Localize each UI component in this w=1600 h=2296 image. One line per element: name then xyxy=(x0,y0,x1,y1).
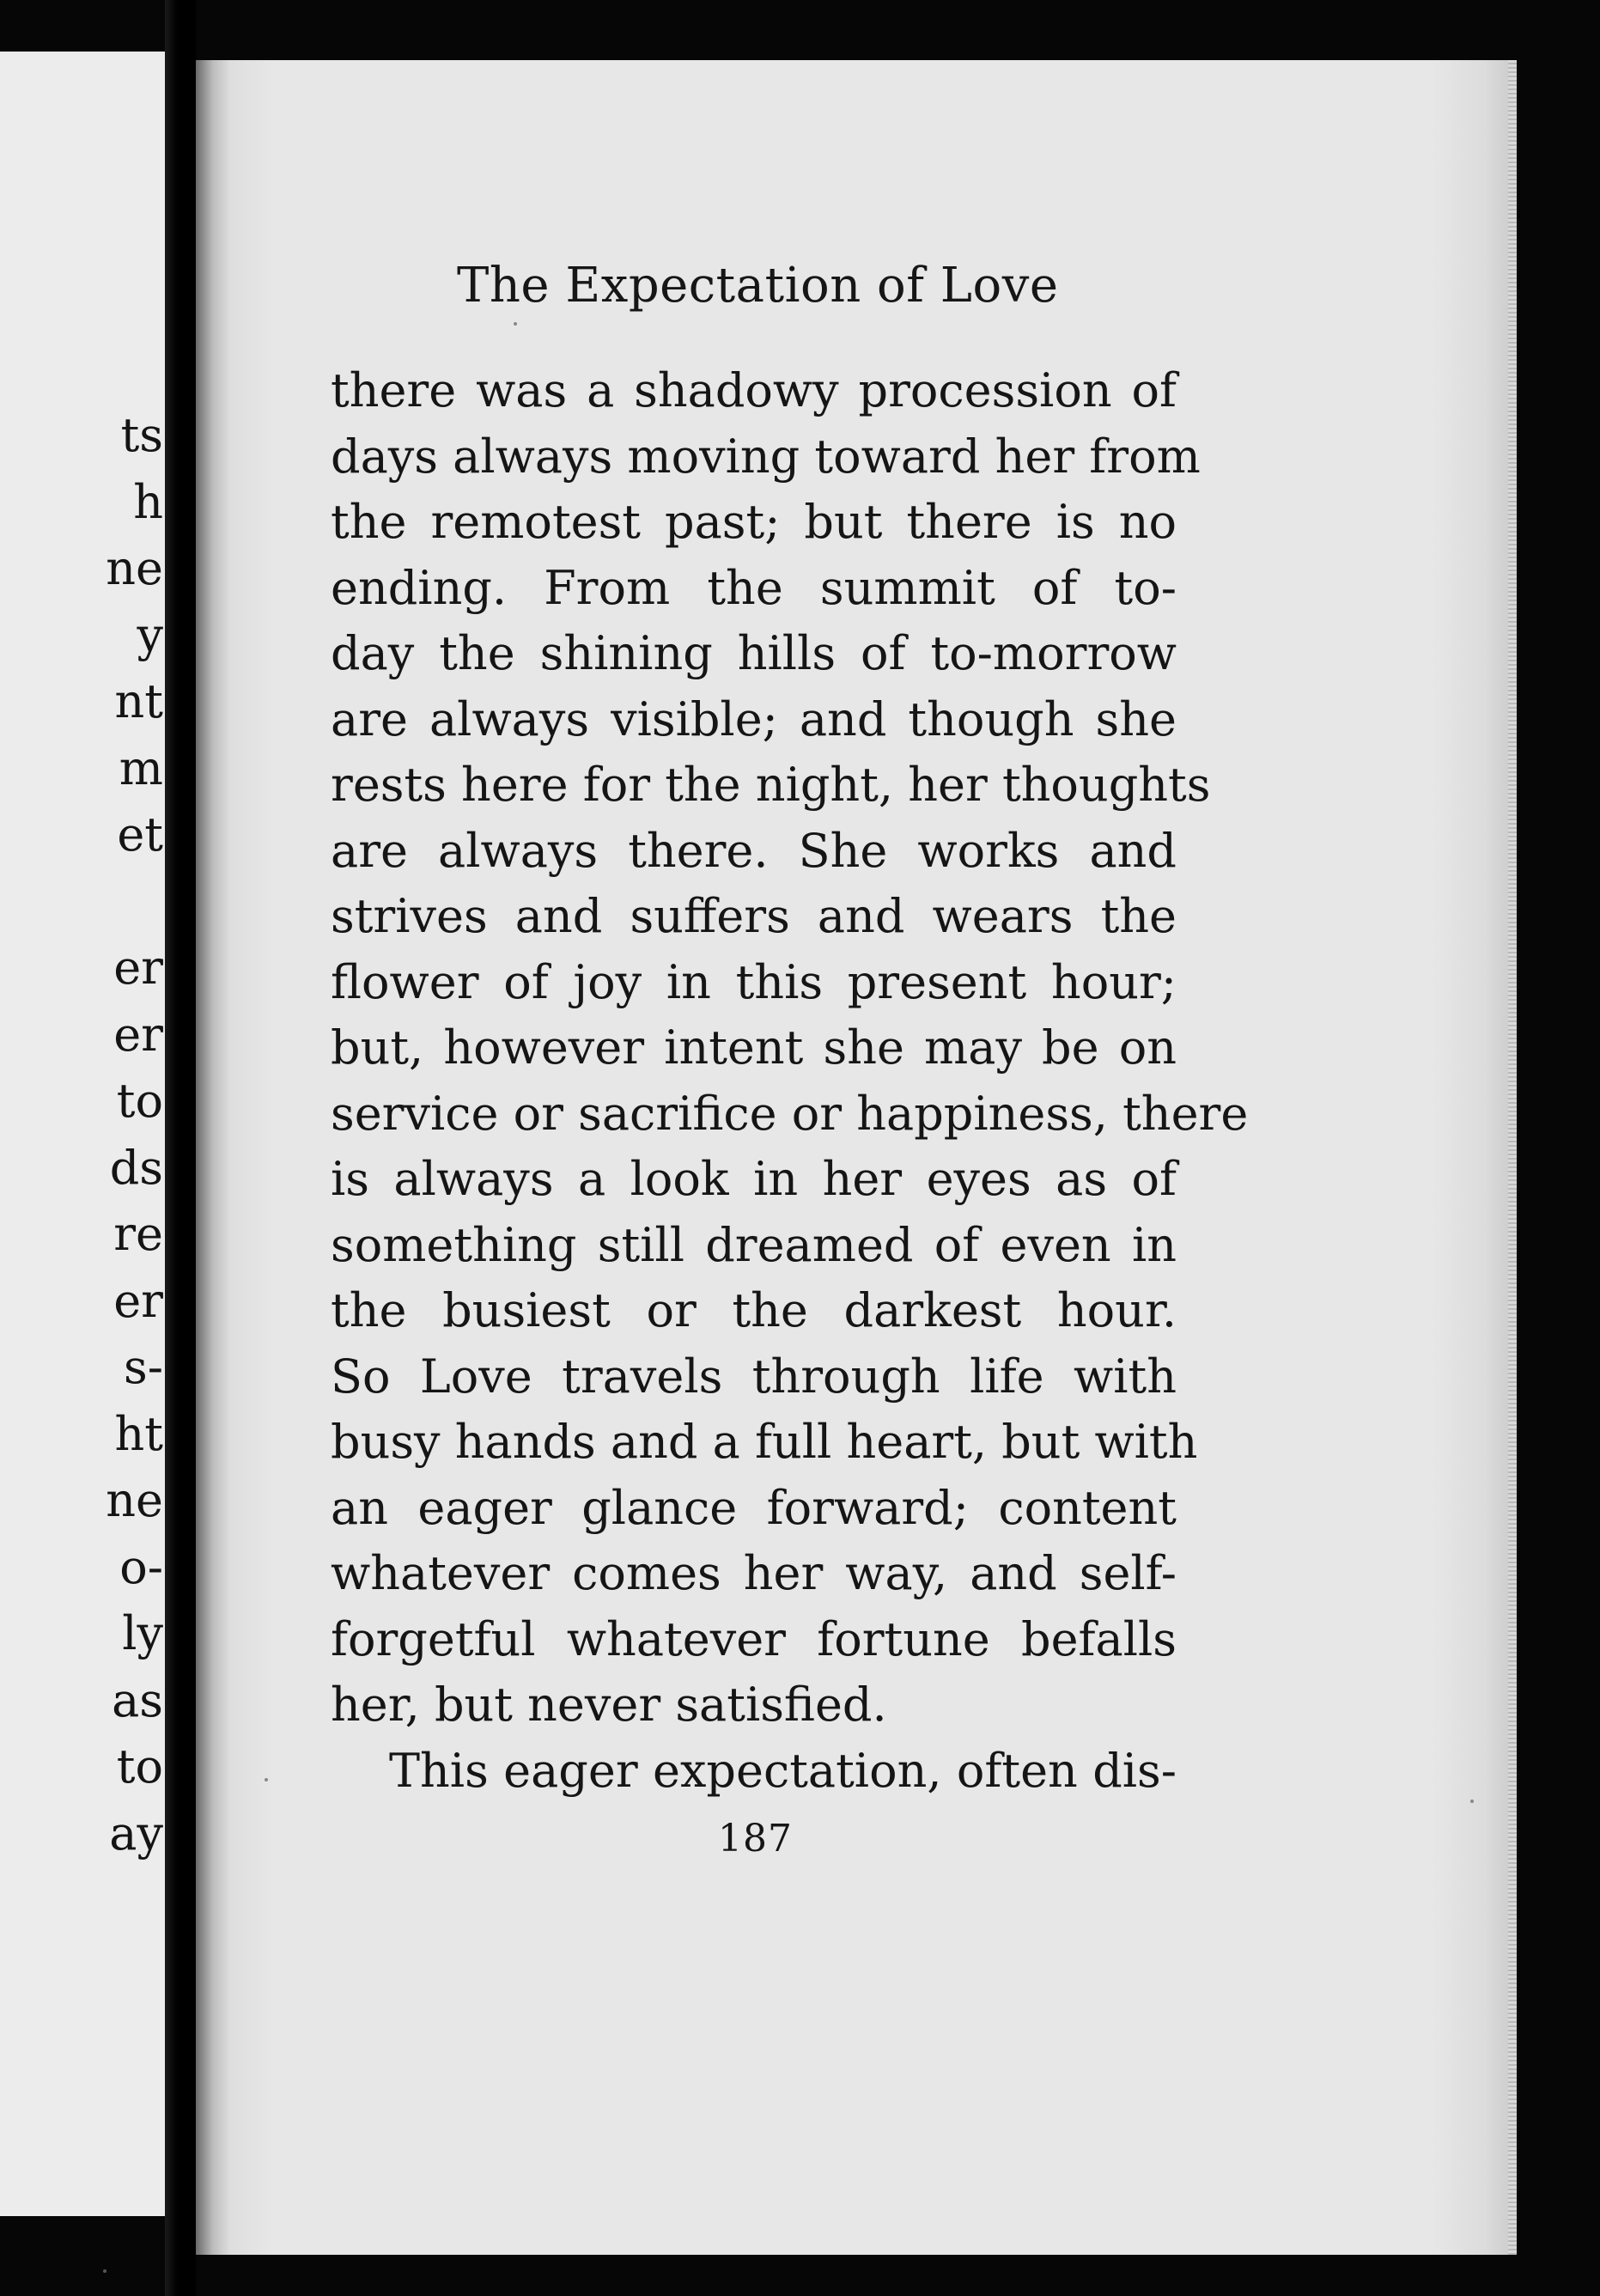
left-fragment: ne xyxy=(106,1473,163,1527)
left-fragment: m xyxy=(119,740,163,795)
text-line: an eager glance forward; content xyxy=(331,1480,1177,1535)
left-fragment: to xyxy=(116,1739,163,1794)
left-fragment: o- xyxy=(119,1539,163,1594)
text-line: busy hands and a full heart, but with xyxy=(331,1415,1198,1469)
left-fragment: et xyxy=(117,807,163,862)
text-line: forgetful whatever fortune befalls xyxy=(331,1611,1177,1666)
text-line: So Love travels through life with xyxy=(331,1349,1177,1404)
text-line: service or sacrifice or happiness, there xyxy=(331,1086,1249,1141)
left-fragment: h xyxy=(133,474,163,529)
running-head: The Expectation of Love xyxy=(457,258,1059,314)
left-fragment: s- xyxy=(124,1340,163,1394)
left-fragment: to xyxy=(116,1074,163,1128)
text-line: something still dreamed of even in xyxy=(331,1217,1177,1272)
text-line: there was a shadowy procession of xyxy=(331,363,1177,417)
text-line: her, but never satisfied. xyxy=(331,1678,887,1732)
text-line: strives and suffers and wears the xyxy=(331,889,1177,943)
body-text xyxy=(331,358,1249,1804)
left-fragment: ly xyxy=(122,1606,163,1660)
speck xyxy=(1470,1800,1474,1803)
left-fragment: y xyxy=(137,607,163,662)
text-line: This eager expectation, often dis- xyxy=(389,1743,1177,1798)
text-line: rests here for the night, her thoughts xyxy=(331,758,1211,812)
text-line: the remotest past; but there is no xyxy=(331,495,1177,549)
text-line: is always a look in her eyes as of xyxy=(331,1152,1177,1206)
left-fragment: er xyxy=(113,941,163,995)
left-fragment: ne xyxy=(106,541,163,595)
left-fragment: ts xyxy=(120,408,163,462)
left-fragment: ds xyxy=(109,1140,163,1195)
text-line: day the shining hills of to-morrow xyxy=(331,626,1177,680)
speck xyxy=(514,322,517,326)
left-fragment: nt xyxy=(114,674,163,728)
left-fragment: er xyxy=(113,1273,163,1328)
text-line: are always there. She works and xyxy=(331,823,1177,878)
left-page-text-fragments xyxy=(106,402,163,1867)
text-line: but, however intent she may be on xyxy=(331,1020,1177,1075)
page-number: 187 xyxy=(718,1817,793,1861)
left-page xyxy=(0,52,165,2216)
text-line: the busiest or the darkest hour. xyxy=(331,1283,1177,1337)
text-line: ending. From the summit of to- xyxy=(331,560,1177,615)
page-edge xyxy=(1508,60,1517,2255)
text-line: are always visible; and though she xyxy=(331,691,1177,746)
left-fragment: ay xyxy=(109,1806,163,1861)
speck xyxy=(265,1778,268,1781)
text-line: flower of joy in this present hour; xyxy=(331,954,1177,1009)
text-line: whatever comes her way, and self- xyxy=(331,1546,1177,1600)
book-gutter xyxy=(165,0,196,2296)
text-line: days always moving toward her from xyxy=(331,429,1201,484)
speck xyxy=(103,2269,106,2273)
left-fragment: ht xyxy=(114,1406,163,1461)
left-fragment: re xyxy=(113,1207,163,1261)
left-fragment: er xyxy=(113,1007,163,1062)
left-fragment: as xyxy=(112,1672,163,1727)
